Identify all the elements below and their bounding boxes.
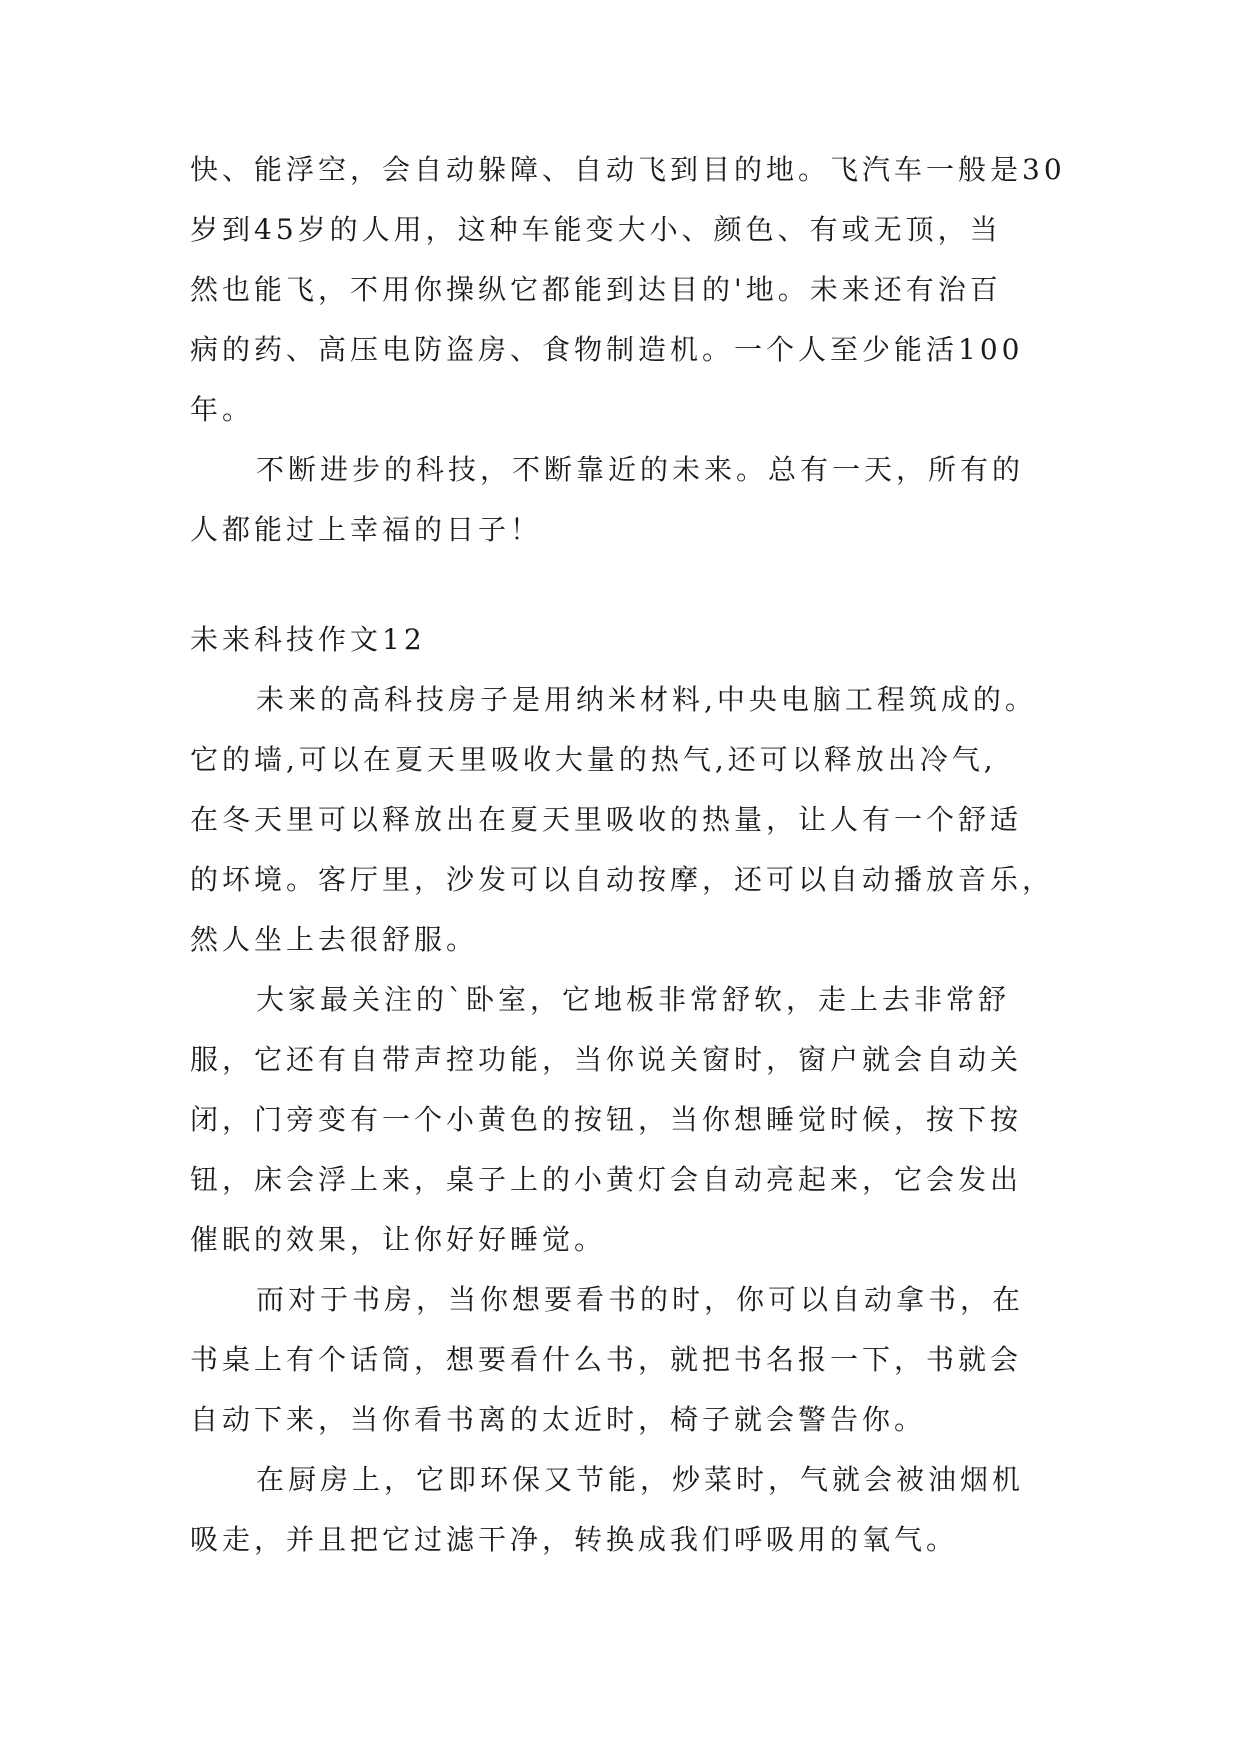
text-line: 不断进步的科技，不断靠近的未来。总有一天，所有的 <box>256 453 1025 486</box>
text-line: 岁到45岁的人用，这种车能变大小、颜色、有或无顶，当 <box>190 213 1002 246</box>
text-line: 钮，床会浮上来，桌子上的小黄灯会自动亮起来，它会发出 <box>190 1163 1023 1196</box>
section-heading: 未来科技作文12 <box>190 623 426 656</box>
text-line: 然人坐上去很舒服。 <box>190 923 479 956</box>
text-line: 吸走，并且把它过滤干净，转换成我们呼吸用的氧气。 <box>190 1523 959 1556</box>
text-line: 未来的高科技房子是用纳米材料,中央电脑工程筑成的。 <box>256 683 1037 716</box>
text-line: 而对于书房，当你想要看书的时，你可以自动拿书，在 <box>256 1283 1025 1316</box>
text-line: 服，它还有自带声控功能，当你说关窗时，窗户就会自动关 <box>190 1043 1023 1076</box>
text-line: 书桌上有个话筒，想要看什么书，就把书名报一下，书就会 <box>190 1343 1023 1376</box>
text-line: 快、能浮空，会自动躲障、自动飞到目的地。飞汽车一般是30 <box>190 153 1066 186</box>
text-line: 自动下来，当你看书离的太近时，椅子就会警告你。 <box>190 1403 927 1436</box>
text-line: 在冬天里可以释放出在夏天里吸收的热量，让人有一个舒适 <box>190 803 1023 836</box>
text-line: 的坏境。客厅里，沙发可以自动按摩，还可以自动播放音乐， <box>190 863 1055 896</box>
text-line: 大家最关注的`卧室，它地板非常舒软，走上去非常舒 <box>256 983 1011 1016</box>
text-line: 病的药、高压电防盗房、食物制造机。一个人至少能活100 <box>190 333 1024 366</box>
text-line: 人都能过上幸福的日子！ <box>190 513 543 546</box>
text-line: 然也能飞，不用你操纵它都能到达目的'地。未来还有治百 <box>190 273 1002 306</box>
text-line: 催眠的效果，让你好好睡觉。 <box>190 1223 607 1256</box>
text-line: 年。 <box>190 393 255 426</box>
text-line: 闭，门旁变有一个小黄色的按钮，当你想睡觉时候，按下按 <box>190 1103 1023 1136</box>
text-line: 在厨房上，它即环保又节能，炒菜时，气就会被油烟机 <box>256 1463 1025 1496</box>
text-line: 它的墙,可以在夏天里吸收大量的热气,还可以释放出冷气, <box>190 743 997 776</box>
